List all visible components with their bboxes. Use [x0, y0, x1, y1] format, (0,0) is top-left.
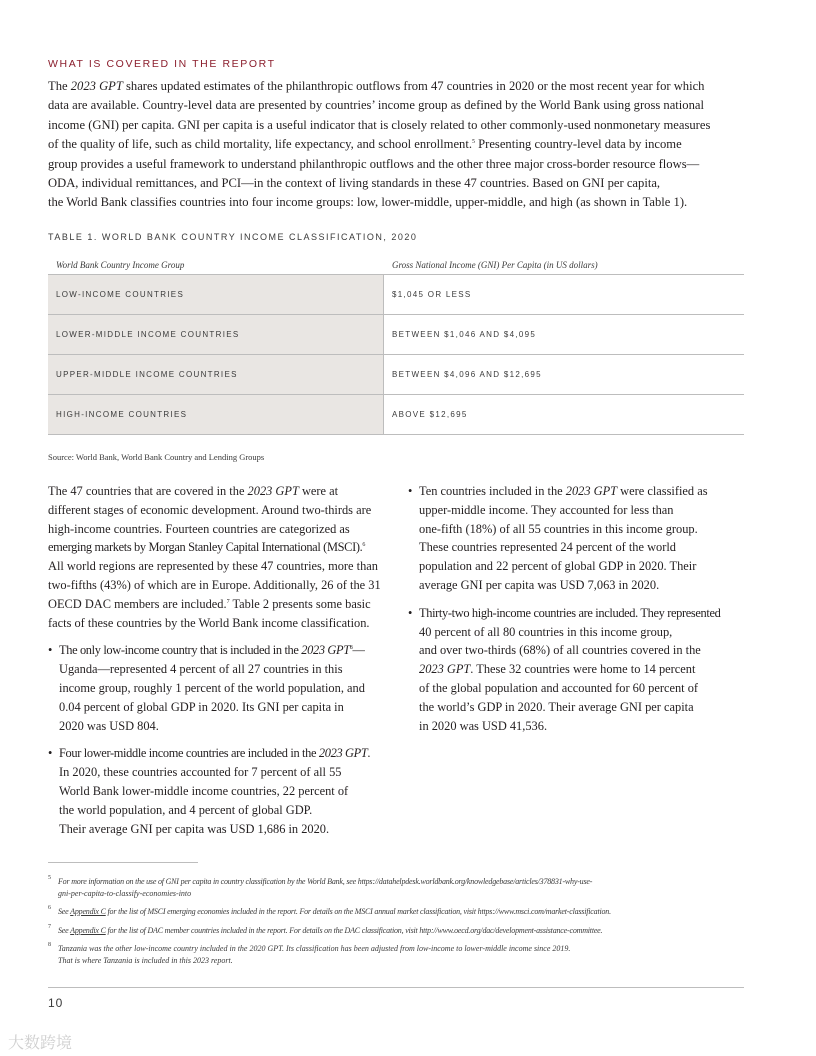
header-gni: Gross National Income (GNI) Per Capita (in US dollars): [392, 260, 598, 270]
footnote-divider: [48, 862, 198, 863]
cell-group: LOW-INCOME COUNTRIES: [56, 290, 185, 299]
intro-line-1: The 2023 GPT shares updated estimates of the philanthropic outflows from 47 countries in 2020 or the most recent year for which: [48, 79, 705, 93]
cell-group: HIGH-INCOME COUNTRIES: [56, 410, 188, 419]
intro-line-3: income (GNI) per capita. GNI per capita is a useful indicator that is closely related to other commonly-used nonmonetary measures: [48, 117, 711, 132]
intro-line-2: data are available. Country-level data are presented by countries’ income group as defined by the World Bank using gross national: [48, 98, 704, 113]
table-row: [48, 395, 744, 435]
bullet-upper-middle-income: • Ten countries included in the 2023 GPT were classified as upper-middle income. They accounted for less than one-fifth (18%) of all 55 countries in this income group. These countries represented 24 percent of the world population and 22 percent of global GDP in 2020. Their average GNI per capita was USD 7,063 in 2020.: [408, 482, 748, 595]
intro-paragraph: [48, 77, 748, 213]
table-row: [48, 315, 744, 355]
cell-gni: BETWEEN $1,046 AND $4,095: [392, 330, 537, 339]
table-header: [48, 256, 744, 275]
table-row: [48, 355, 744, 395]
section-heading: WHAT IS COVERED IN THE REPORT: [48, 58, 276, 70]
bullet-low-income: • The only low-income country that is included in the 2023 GPT$^8$— Uganda—represented 4 percent of all 27 countries in this income group, roughly 1 percent of the world population, and 0.04 percent of global GDP in 2020. Its GNI per capita in 2020 was USD 804.: [48, 641, 388, 735]
bullet-high-income: • Thirty-two high-income countries are included. They represented 40 percent of all 80 countries in this income group, and over two-thirds (68%) of all countries covered in the 2023 GPT. These 32 countries were home to 14 percent of the global population and accounted for 60 percent of the world’s GDP in 2020. Their average GNI per capita in 2020 was USD 41,536.: [408, 604, 748, 736]
header-income-group: World Bank Country Income Group: [56, 260, 185, 270]
countries-paragraph: The 47 countries that are covered in the 2023 GPT were at different stages of economic development. Around two-thirds are high-income countries. Fourteen countries are categorized as emerging markets by Morgan Stanley Capital International (MSCI).$^6$ All world regions are represented by these 47 countries, more than two-fifths (43%) of which are in Europe. Additionally, 26 of the 31 OECD DAC members are included.$^7$ Table 2 presents some basic facts of these countries by the World Bank income classification.: [48, 484, 381, 630]
table-title: TABLE 1. WORLD BANK COUNTRY INCOME CLASSIFICATION, 2020: [48, 232, 418, 242]
page-number: 10: [48, 996, 64, 1010]
table-source: Source: World Bank, World Bank Country and Lending Groups: [48, 452, 265, 462]
table-row: [48, 275, 744, 315]
cell-gni: BETWEEN $4,096 AND $12,695: [392, 370, 542, 379]
footnote-8: 8 Tanzania was the other low-income country included in the 2020 GPT. Its classification has been adjusted from low-income to lower-middle income since 2019. That is where Tanzania is included in this 2023 report.: [48, 942, 571, 965]
footnote-6: 6 See Appendix C for the list of MSCI emerging economies included in the report. For details on the MSCI annual market classification, visit https://www.msci.com/market-classification.: [48, 905, 611, 916]
intro-line-6: ODA, individual remittances, and PCI—in the context of living standards in these 47 countries. Based on GNI per capita,: [48, 176, 661, 191]
cell-group: UPPER-MIDDLE INCOME COUNTRIES: [56, 370, 238, 379]
cell-gni: $1,045 OR LESS: [392, 290, 472, 299]
intro-line-4: of the quality of life, such as child mortality, life expectancy, and school enrollment.$^5$ Presenting country-level data by income: [48, 137, 682, 152]
intro-line-7: the World Bank classifies countries into four income groups: low, lower-middle, upper-middle, and high (as shown in Table 1).: [48, 195, 688, 210]
appendix-c-link[interactable]: Appendix C: [70, 925, 106, 935]
right-column: [408, 482, 748, 735]
bottom-divider: [48, 987, 744, 988]
income-classification-table: [48, 256, 744, 435]
cell-gni: ABOVE $12,695: [392, 410, 468, 419]
footnote-7: 7 See Appendix C for the list of DAC member countries included in the report. For details on the DAC classification, visit http://www.oecd.org/dac/development-assistance-committee.: [48, 923, 603, 935]
left-column: [48, 482, 388, 838]
footnotes: [48, 876, 748, 973]
appendix-c-link[interactable]: Appendix C: [70, 907, 106, 916]
footnote-5: 5 For more information on the use of GNI per capita in country classification by the World Bank, see https://datahelpdesk.worldbank.org/knowledgebase/articles/378831-why-use- gni-per-capita-to-classify-economies-into: [48, 875, 593, 898]
intro-line-5: group provides a useful framework to understand philanthropic outflows and the other three major cross-border resource flows—: [48, 156, 700, 171]
bullet-lower-middle-income: • Four lower-middle income countries are included in the 2023 GPT. In 2020, these countries accounted for 7 percent of all 55 World Bank lower-middle income countries, 22 percent of the world population, and 4 percent of global GDP. Their average GNI per capita was USD 1,686 in 2020.: [48, 744, 388, 838]
cell-group: LOWER-MIDDLE INCOME COUNTRIES: [56, 330, 240, 339]
watermark: 大数跨境: [8, 1033, 73, 1052]
